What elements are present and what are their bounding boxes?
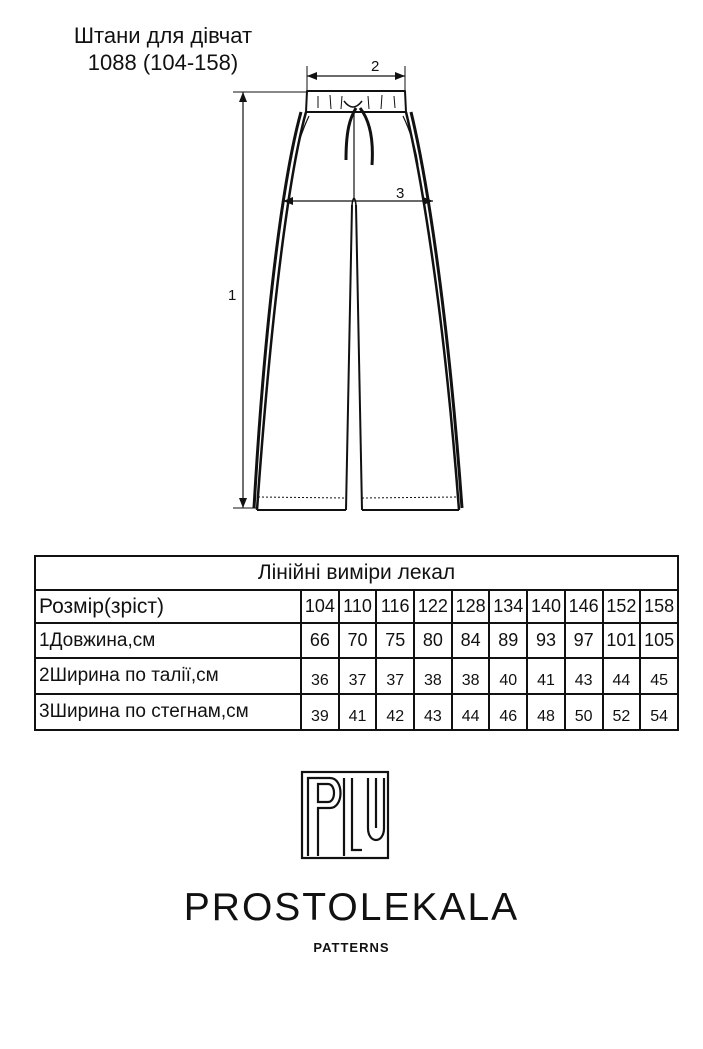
arrow-icon <box>395 72 405 80</box>
dimension-label-length: 1 <box>228 287 237 304</box>
row-label: 3Ширина по стегнам,см <box>35 694 301 730</box>
value-cell: 37 <box>339 658 377 694</box>
row-label: 2Ширина по талії,см <box>35 658 301 694</box>
value-cell: 50 <box>565 694 603 730</box>
size-cell: 134 <box>489 590 527 623</box>
row-label: 1Довжина,см <box>35 623 301 658</box>
size-cell: 146 <box>565 590 603 623</box>
value-cell: 70 <box>339 623 377 658</box>
value-cell: 97 <box>565 623 603 658</box>
value-cell: 93 <box>527 623 565 658</box>
value-cell: 41 <box>527 658 565 694</box>
arrow-icon <box>307 72 317 80</box>
measurements-table <box>34 555 679 731</box>
value-cell: 84 <box>452 623 490 658</box>
value-cell: 40 <box>489 658 527 694</box>
value-cell: 66 <box>301 623 339 658</box>
prostolekala-logo-icon <box>300 770 390 860</box>
value-cell: 101 <box>603 623 641 658</box>
size-cell: 128 <box>452 590 490 623</box>
value-cell: 43 <box>414 694 452 730</box>
value-cell: 43 <box>565 658 603 694</box>
value-cell: 80 <box>414 623 452 658</box>
value-cell: 48 <box>527 694 565 730</box>
value-cell: 41 <box>339 694 377 730</box>
arrow-icon <box>239 498 247 508</box>
value-cell: 46 <box>489 694 527 730</box>
value-cell: 75 <box>376 623 414 658</box>
brand-name: PROSTOLEKALA <box>183 886 520 929</box>
brand-subtitle: PATTERNS <box>313 940 390 955</box>
dimension-label-hip: 3 <box>396 185 405 202</box>
arrow-icon <box>239 92 247 102</box>
pants-outline <box>254 91 462 510</box>
size-header-label: Розмір(зріст) <box>35 590 301 623</box>
value-cell: 45 <box>640 658 678 694</box>
value-cell: 52 <box>603 694 641 730</box>
value-cell: 39 <box>301 694 339 730</box>
dimension-label-waist: 2 <box>371 58 380 75</box>
value-cell: 37 <box>376 658 414 694</box>
value-cell: 42 <box>376 694 414 730</box>
size-cell: 140 <box>527 590 565 623</box>
value-cell: 44 <box>452 694 490 730</box>
value-cell: 38 <box>452 658 490 694</box>
size-cell: 116 <box>376 590 414 623</box>
value-cell: 44 <box>603 658 641 694</box>
value-cell: 38 <box>414 658 452 694</box>
title-garment: Штани для дівчат <box>73 23 253 48</box>
table-row-hip-width <box>35 694 678 730</box>
value-cell: 105 <box>640 623 678 658</box>
size-cell: 104 <box>301 590 339 623</box>
value-cell: 54 <box>640 694 678 730</box>
table-row-length <box>35 623 678 658</box>
title-model-number: 1088 (104-158) <box>87 50 239 75</box>
value-cell: 36 <box>301 658 339 694</box>
size-cell: 152 <box>603 590 641 623</box>
size-cell: 110 <box>339 590 377 623</box>
size-cell: 158 <box>640 590 678 623</box>
value-cell: 89 <box>489 623 527 658</box>
table-row-waist-width <box>35 658 678 694</box>
table-caption: Лінійні виміри лекал <box>35 556 678 590</box>
size-cell: 122 <box>414 590 452 623</box>
table-row-sizes <box>35 590 678 623</box>
